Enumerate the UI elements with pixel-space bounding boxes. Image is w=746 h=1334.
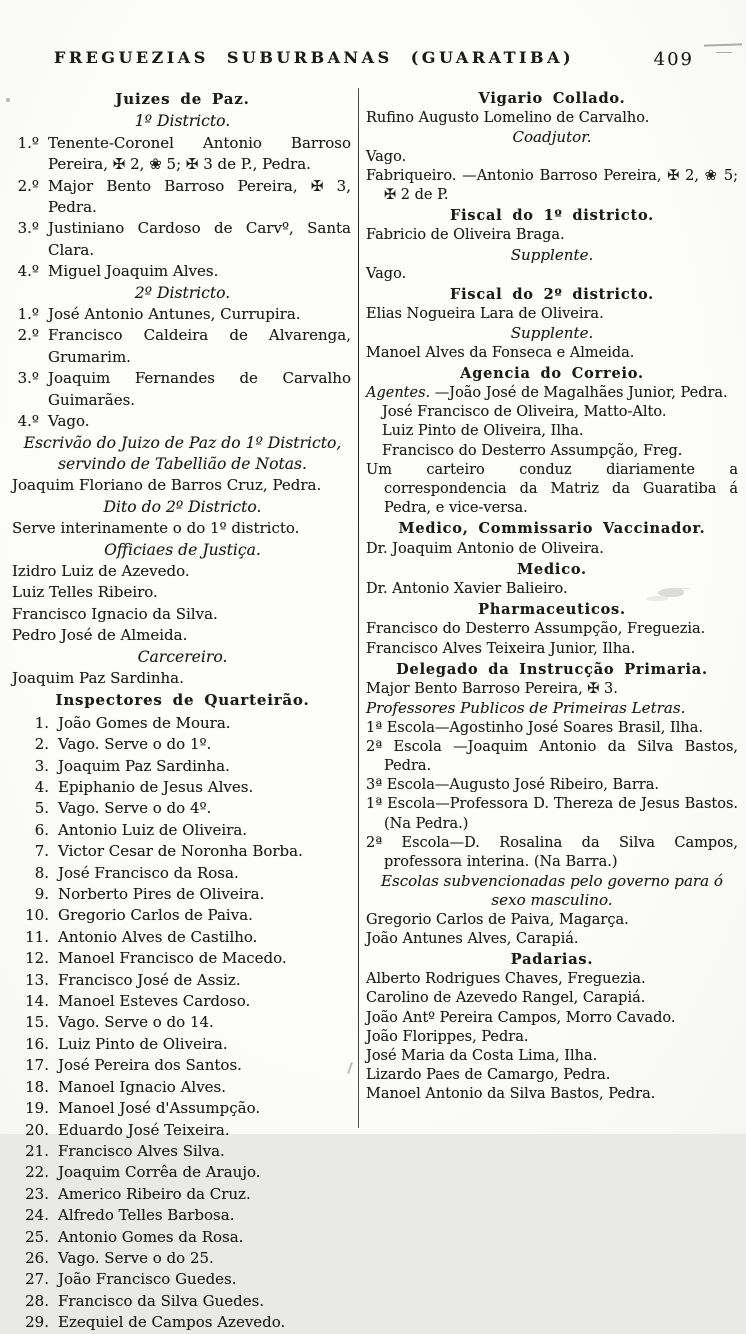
section-subheading: Supplente. (510, 245, 594, 264)
numbered-list-item-text: Vago. Serve o do 4º. (58, 799, 212, 818)
ordinal-list-item (12, 368, 353, 411)
numbered-list-item (12, 798, 353, 819)
numbered-list-item-text: Vago. Serve o do 1º. (58, 735, 212, 754)
numbered-list-item-text: João Gomes de Moura. (58, 713, 231, 732)
numbered-list-item-text: Joaquim Corrêa de Araujo. (58, 1163, 261, 1182)
numbered-list-item (12, 1141, 353, 1162)
section-heading: Medico, Commissario Vaccinador. (398, 520, 706, 538)
ordinal-list-item-text: Joaquim Fernandes de Carvalho Guimarães. (48, 369, 351, 409)
italic-note-centered: Escrivão do Juizo de Paz do 1º Districto, servindo de Tabellião de Notas. (23, 433, 342, 473)
entry-line: João Antunes Alves, Carapiá. (366, 930, 579, 947)
ordinal-list-item-text: Vago. (48, 412, 90, 431)
numbered-list-item-number: 9. (34, 885, 49, 904)
numbered-list-item-text: Alfredo Telles Barbosa. (58, 1206, 235, 1225)
entry-line-indented: José Francisco de Oliveira, Matto-Alto. (382, 404, 667, 421)
entry-line: 2ª Escola—D. Rosalina da Silva Campos, professora interina. (Na Barra.) (366, 834, 738, 870)
entry-line: Joaquim Paz Sardinha. (12, 668, 184, 687)
numbered-list-item-text: Manoel Esteves Cardoso. (58, 992, 251, 1011)
numbered-list-item-text: Epiphanio de Jesus Alves. (58, 778, 254, 796)
entry-line: 1ª Escola—Professora D. Thereza de Jesus Bastos. (Na Pedra.) (366, 796, 738, 832)
ordinal-list-item-text: Justiniano Cardoso de Carvº, Santa Clara. (48, 219, 351, 259)
numbered-list-item-number: 5. (34, 799, 49, 818)
numbered-list-item-text: Vago. Serve o do 25. (58, 1248, 214, 1267)
numbered-list-item-number: 11. (25, 927, 49, 946)
entry-line: Rufino Augusto Lomelino de Carvalho. (366, 110, 650, 127)
section-heading: Inspectores de Quarteirão. (55, 691, 310, 710)
numbered-list-item-text: Antonio Gomes da Rosa. (58, 1227, 244, 1246)
right-column (359, 88, 738, 1128)
numbered-list-item (12, 777, 353, 798)
numbered-list-item-number: 21. (25, 1141, 49, 1160)
numbered-list-item (12, 1312, 353, 1333)
ordinal-list-item-number: 4.º (17, 412, 39, 431)
numbered-list-item-number: 19. (25, 1099, 49, 1118)
entry-line: Lizardo Paes de Camargo, Pedra. (366, 1067, 611, 1084)
numbered-list-item (12, 948, 353, 969)
section-subheading: Carcereiro. (137, 647, 228, 666)
entry-line: Vago. (366, 265, 407, 282)
ordinal-list-item-text: Major Bento Barroso Pereira, ✠ 3, Pedra. (48, 176, 351, 217)
entry-line: 2ª Escola —Joaquim Antonio da Silva Bastos, Pedra. (366, 738, 738, 774)
section-heading: Fiscal do 2º districto. (449, 286, 655, 304)
numbered-list-item-number: 25. (25, 1227, 49, 1246)
numbered-list-item-text: Norberto Pires de Oliveira. (58, 885, 265, 904)
ordinal-list-item (12, 304, 353, 325)
numbered-list-item-text: Francisco José de Assiz. (58, 970, 241, 989)
numbered-list-item-number: 18. (25, 1077, 49, 1096)
section-heading: Delegado da Instrucção Primaria. (396, 660, 708, 678)
numbered-list-item (12, 1227, 353, 1248)
ordinal-list-item (12, 133, 353, 176)
numbered-list-item (12, 1184, 353, 1205)
numbered-list-item-number: 12. (25, 949, 49, 968)
ordinal-list-item-number: 3.º (17, 219, 39, 238)
numbered-list-item-number: 10. (25, 906, 49, 925)
entry-line: Francisco Ignacio da Silva. (12, 604, 218, 623)
section-subheading: Officiaes de Justiça. (104, 540, 261, 559)
numbered-list-item-text: Americo Ribeiro da Cruz. (58, 1184, 251, 1203)
section-heading: Juizes de Paz. (115, 90, 250, 108)
numbered-list-item-number: 2. (34, 735, 49, 754)
ordinal-list-item-number: 3.º (17, 369, 39, 388)
ordinal-list-item-number: 2.º (17, 326, 39, 345)
entry-line: Agentes. —João José de Magalhães Junior, Pedra. (366, 385, 728, 402)
numbered-list-item-number: 27. (25, 1270, 49, 1289)
numbered-list-item (12, 1248, 353, 1269)
entry-line: João Florippes, Pedra. (366, 1028, 529, 1045)
italic-note: Professores Publicos de Primeiras Letras. (366, 699, 686, 718)
numbered-list-item-text: Ezequiel de Campos Azevedo. (58, 1313, 286, 1332)
numbered-list-item-number: 17. (25, 1056, 49, 1075)
ordinal-list-item-number: 1.º (17, 305, 39, 324)
entry-line: Luiz Telles Ribeiro. (12, 583, 158, 602)
numbered-list-item (12, 1098, 353, 1119)
numbered-list-item-text: Eduardo José Teixeira. (58, 1120, 230, 1139)
numbered-list-item (12, 884, 353, 905)
numbered-list-item-number: 4. (34, 778, 49, 796)
entry-line-indented: Francisco do Desterro Assumpção, Freg. (382, 442, 683, 459)
numbered-list-item-text: Francisco da Silva Guedes. (58, 1291, 265, 1310)
entry-lead-label: Agentes. (366, 385, 431, 402)
numbered-list-item (12, 1269, 353, 1290)
entry-line: Joaquim Floriano de Barros Cruz, Pedra. (12, 476, 322, 495)
entry-line: 3ª Escola—Augusto José Ribeiro, Barra. (366, 777, 659, 794)
numbered-list-item (12, 970, 353, 991)
entry-line: 1ª Escola—Agostinho José Soares Brasil, Ilha. (366, 719, 703, 736)
section-heading: Padarias. (510, 950, 594, 968)
numbered-list-item (12, 927, 353, 948)
numbered-list-item (12, 1055, 353, 1076)
section-subheading: Coadjutor. (512, 128, 592, 147)
numbered-list-item (12, 756, 353, 777)
numbered-list-item-number: 23. (25, 1184, 49, 1203)
entry-line: Gregorio Carlos de Paiva, Magarça. (366, 911, 629, 928)
numbered-list-item-text: Vago. Serve o do 14. (58, 1013, 214, 1032)
numbered-list-item-number: 22. (25, 1163, 49, 1182)
left-column (12, 88, 358, 1332)
scan-artifact (716, 52, 732, 53)
section-heading: Fiscal do 1º districto. (449, 207, 655, 225)
numbered-list-item-text: Francisco Alves Silva. (58, 1141, 225, 1160)
section-heading: Pharmaceuticos. (478, 601, 626, 619)
numbered-list-item-text: José Pereira dos Santos. (58, 1056, 242, 1075)
numbered-list-item-number: 26. (25, 1248, 49, 1267)
ordinal-list-item (12, 218, 353, 261)
numbered-list-item (12, 1205, 353, 1226)
numbered-list-item (12, 905, 353, 926)
ordinal-list-item-text: Tenente-Coronel Antonio Barroso Pereira, ✠ 2, ❀ 5; ✠ 3 de P., Pedra. (48, 133, 351, 174)
entry-line: João Antº Pereira Campos, Morro Cavado. (366, 1009, 676, 1026)
numbered-list-item (12, 1162, 353, 1183)
numbered-list-item-text: Joaquim Paz Sardinha. (58, 756, 230, 775)
section-heading: Medico. (517, 560, 587, 578)
entry-line: Alberto Rodrigues Chaves, Freguezia. (366, 971, 646, 988)
entry-line-indented: Luiz Pinto de Oliveira, Ilha. (382, 423, 584, 440)
entry-line: Serve interinamente o do 1º districto. (12, 519, 300, 538)
numbered-list-item-number: 20. (25, 1120, 49, 1139)
section-subheading: 1º Districto. (134, 112, 231, 131)
numbered-list-item-number: 15. (25, 1013, 49, 1032)
entry-line: Manoel Alves da Fonseca e Almeida. (366, 344, 635, 361)
numbered-list-item (12, 1034, 353, 1055)
numbered-list-item-number: 28. (25, 1291, 49, 1310)
entry-line: Um carteiro conduz diariamente a correspondencia da Matriz da Guaratiba á Pedra, e vice-versa. (366, 461, 738, 517)
numbered-list-item (12, 734, 353, 755)
ordinal-list-item-number: 2.º (17, 176, 39, 195)
numbered-list-item-text: Manoel Ignacio Alves. (58, 1077, 227, 1096)
ordinal-list-item-number: 4.º (17, 262, 39, 281)
section-subheading: Supplente. (510, 324, 594, 343)
numbered-list-item-number: 14. (25, 992, 49, 1011)
numbered-list-item-number: 13. (25, 970, 49, 989)
section-subheading: 2º Districto. (134, 283, 231, 302)
numbered-list-item-number: 1. (34, 713, 49, 732)
ordinal-list-item (12, 261, 353, 282)
numbered-list-item (12, 1291, 353, 1312)
numbered-list-item-number: 16. (25, 1034, 49, 1053)
entry-line: Fabriqueiro. —Antonio Barroso Pereira, ✠ 2, ❀ 5; ✠ 2 de P. (366, 167, 738, 204)
page-title: FREGUEZIAS SUBURBANAS (GUARATIBA) (53, 48, 575, 67)
ordinal-list-item-number: 1.º (17, 133, 39, 152)
ordinal-list-item (12, 325, 353, 368)
entry-line: Manoel Antonio da Silva Bastos, Pedra. (366, 1086, 656, 1103)
page-header (0, 48, 746, 74)
entry-line: Carolino de Azevedo Rangel, Carapiá. (366, 990, 646, 1007)
entry-line: Izidro Luiz de Azevedo. (12, 561, 190, 580)
entry-line: Francisco do Desterro Assumpção, Freguezia. (366, 621, 706, 638)
numbered-list-item (12, 1077, 353, 1098)
scan-artifact (704, 43, 742, 46)
numbered-list-item (12, 991, 353, 1012)
ordinal-list-item (12, 411, 353, 432)
numbered-list-item-text: Manoel Francisco de Macedo. (58, 949, 287, 968)
ordinal-list-item-text: José Antonio Antunes, Currupira. (48, 305, 301, 324)
numbered-list-item-number: 6. (34, 820, 49, 839)
entry-line: Francisco Alves Teixeira Junior, Ilha. (366, 640, 636, 657)
numbered-list-item (12, 841, 353, 862)
entry-line: Vago. (366, 148, 407, 165)
numbered-list-item (12, 1120, 353, 1141)
numbered-list-item-text: Antonio Alves de Castilho. (58, 927, 258, 946)
page-number: 409 (653, 49, 694, 70)
entry-line: Fabricio de Oliveira Braga. (366, 227, 565, 244)
entry-line: Pedro José de Almeida. (12, 626, 188, 645)
numbered-list-item-number: 7. (34, 842, 49, 861)
section-subheading: Dito do 2º Districto. (103, 497, 262, 516)
numbered-list-item (12, 820, 353, 841)
numbered-list-item (12, 863, 353, 884)
numbered-list-item-text: José Francisco da Rosa. (58, 863, 239, 882)
italic-note-centered: Escolas subvencionadas pelo governo para ó sexo masculino. (380, 872, 724, 910)
section-heading: Agencia do Correio. (460, 364, 644, 382)
numbered-list-item-text: João Francisco Guedes. (58, 1270, 237, 1289)
ordinal-list-item (12, 176, 353, 219)
two-column-layout (12, 88, 738, 1332)
numbered-list-item-text: Victor Cesar de Noronha Borba. (58, 842, 303, 861)
entry-line: Elias Nogueira Lara de Oliveira. (366, 306, 604, 323)
numbered-list-item-number: 24. (25, 1206, 49, 1225)
entry-line: Major Bento Barroso Pereira, ✠ 3. (366, 681, 618, 698)
entry-line: José Maria da Costa Lima, Ilha. (366, 1047, 598, 1064)
numbered-list-item-number: 3. (34, 756, 49, 775)
ordinal-list-item-text: Francisco Caldeira de Alvarenga, Grumarim. (48, 326, 351, 366)
numbered-list-item (12, 1012, 353, 1033)
entry-line: Dr. Antonio Xavier Balieiro. (366, 581, 568, 598)
numbered-list-item-number: 8. (34, 863, 49, 882)
ordinal-list-item-text: Miguel Joaquim Alves. (48, 262, 219, 281)
scan-artifact (658, 588, 684, 597)
numbered-list-item-text: Manoel José d'Assumpção. (58, 1099, 261, 1118)
numbered-list-item-text: Gregorio Carlos de Paiva. (58, 906, 253, 925)
section-heading: Vigario Collado. (478, 90, 626, 107)
entry-line: Dr. Joaquim Antonio de Oliveira. (366, 540, 604, 557)
numbered-list-item-number: 29. (25, 1313, 49, 1332)
numbered-list-item (12, 713, 353, 734)
numbered-list-item-text: Luiz Pinto de Oliveira. (58, 1034, 228, 1053)
scan-artifact (6, 98, 10, 102)
numbered-list-item-text: Antonio Luiz de Oliveira. (58, 820, 248, 839)
